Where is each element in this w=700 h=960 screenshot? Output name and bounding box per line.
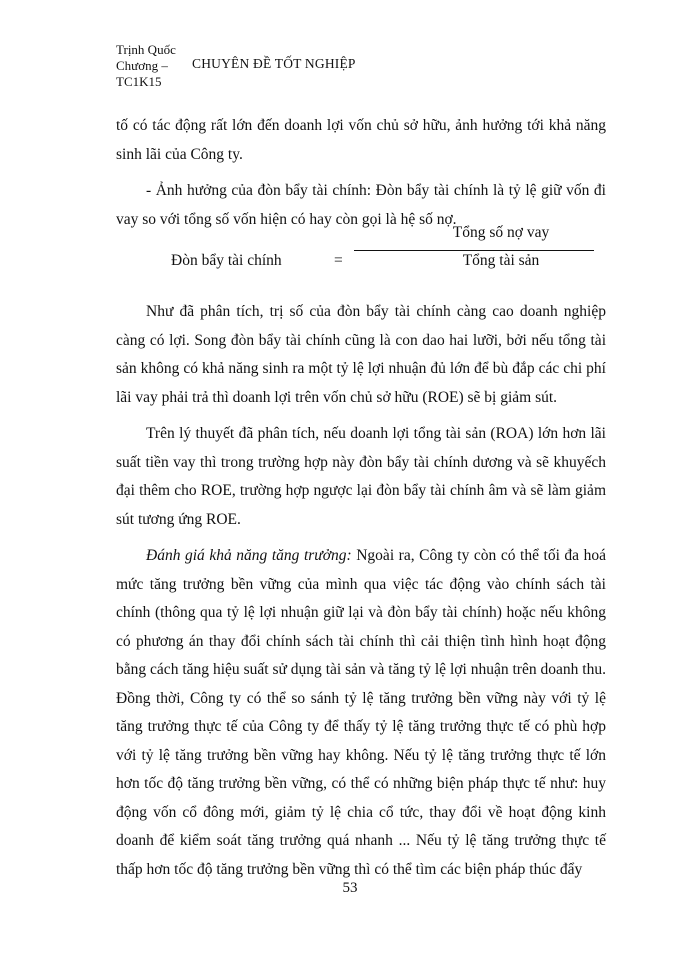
paragraph: tố có tác động rất lớn đến doanh lợi vốn chủ sở hữu, ảnh hưởng tới khả năng sinh lãi của Công ty. [116, 117, 606, 163]
paragraph: - Ảnh hưởng của đòn bẩy tài chính: Đòn bẩy tài chính là tỷ lệ giữ vốn đi vay so với tổng số vốn hiện có hay còn gọi là hệ số nợ. [116, 182, 606, 228]
header-title: CHUYÊN ĐỀ TỐT NGHIỆP [192, 56, 356, 71]
paragraph [116, 542, 606, 884]
body-section-top [116, 112, 606, 234]
header-author: Trịnh Quốc Chương – TC1K15 [116, 42, 176, 89]
fraction-bar [354, 250, 594, 251]
leverage-formula [116, 220, 606, 280]
page-number: 53 [342, 880, 358, 896]
body-section-bottom [116, 298, 606, 884]
formula-equals: = [334, 252, 343, 269]
paragraph: Như đã phân tích, trị số của đòn bẩy tài chính càng cao doanh nghiệp càng có lợi. Song đòn bẩy tài chính cũng là con dao hai lưỡi, bởi nếu tổng tài sản không có khả năng sinh ra một tỷ lệ lợi nhuận đủ lớn để bù đắp các chi phí lãi vay phải trả thì doanh lợi trên vốn chủ sở hữu (ROE) sẽ bị giảm sút. [116, 303, 606, 406]
emphasis-heading: Đánh giá khả năng tăng trưởng: [146, 547, 352, 564]
paragraph-text: Ngoài ra, Công ty còn có thể tối đa hoá mức tăng trưởng bền vững của mình qua việc tác động vào chính sách tài chính (thông qua tỷ lệ lợi nhuận giữ lại và đòn bẩy tài chính) hoặc nếu không có phương án thay đổi chính sách tài chính thì cải thiện tình hình hoạt động bằng cách tăng hiệu suất sử dụng tài sản và tăng tỷ lệ lợi nhuận trên doanh thu. Đồng thời, Công ty có thể so sánh tỷ lệ tăng trưởng bền vững này với tỷ lệ tăng trưởng thực tế của Công ty để thấy tỷ lệ tăng trưởng thực tế có phù hợp với tỷ lệ tăng trưởng bền vững hay không. Nếu tỷ lệ tăng trưởng thực tế lớn hơn tốc độ tăng trưởng bền vững, có thể có những biện pháp thực tế như: huy động vốn cổ đông mới, giảm tỷ lệ chia cổ tức, thay đổi về hoạt động kinh doanh để kiểm soát tăng trưởng quá nhanh ... Nếu tỷ lệ tăng trưởng thực tế thấp hơn tốc độ tăng trưởng bền vững thì có thể tìm các biện pháp thúc đẩy [116, 547, 606, 878]
formula-denominator: Tổng tài sản [462, 252, 540, 269]
formula-label: Đòn bẩy tài chính [171, 252, 282, 269]
formula-numerator: Tổng số nợ vay [452, 224, 550, 241]
paragraph: Trên lý thuyết đã phân tích, nếu doanh lợi tổng tài sản (ROA) lớn hơn lãi suất tiền vay thì trong trường hợp này đòn bẩy tài chính dương và sẽ khuyếch đại thêm cho ROE, trường hợp ngược lại đòn bẩy tài chính âm và sẽ làm giảm sút tương ứng ROE. [116, 425, 606, 528]
